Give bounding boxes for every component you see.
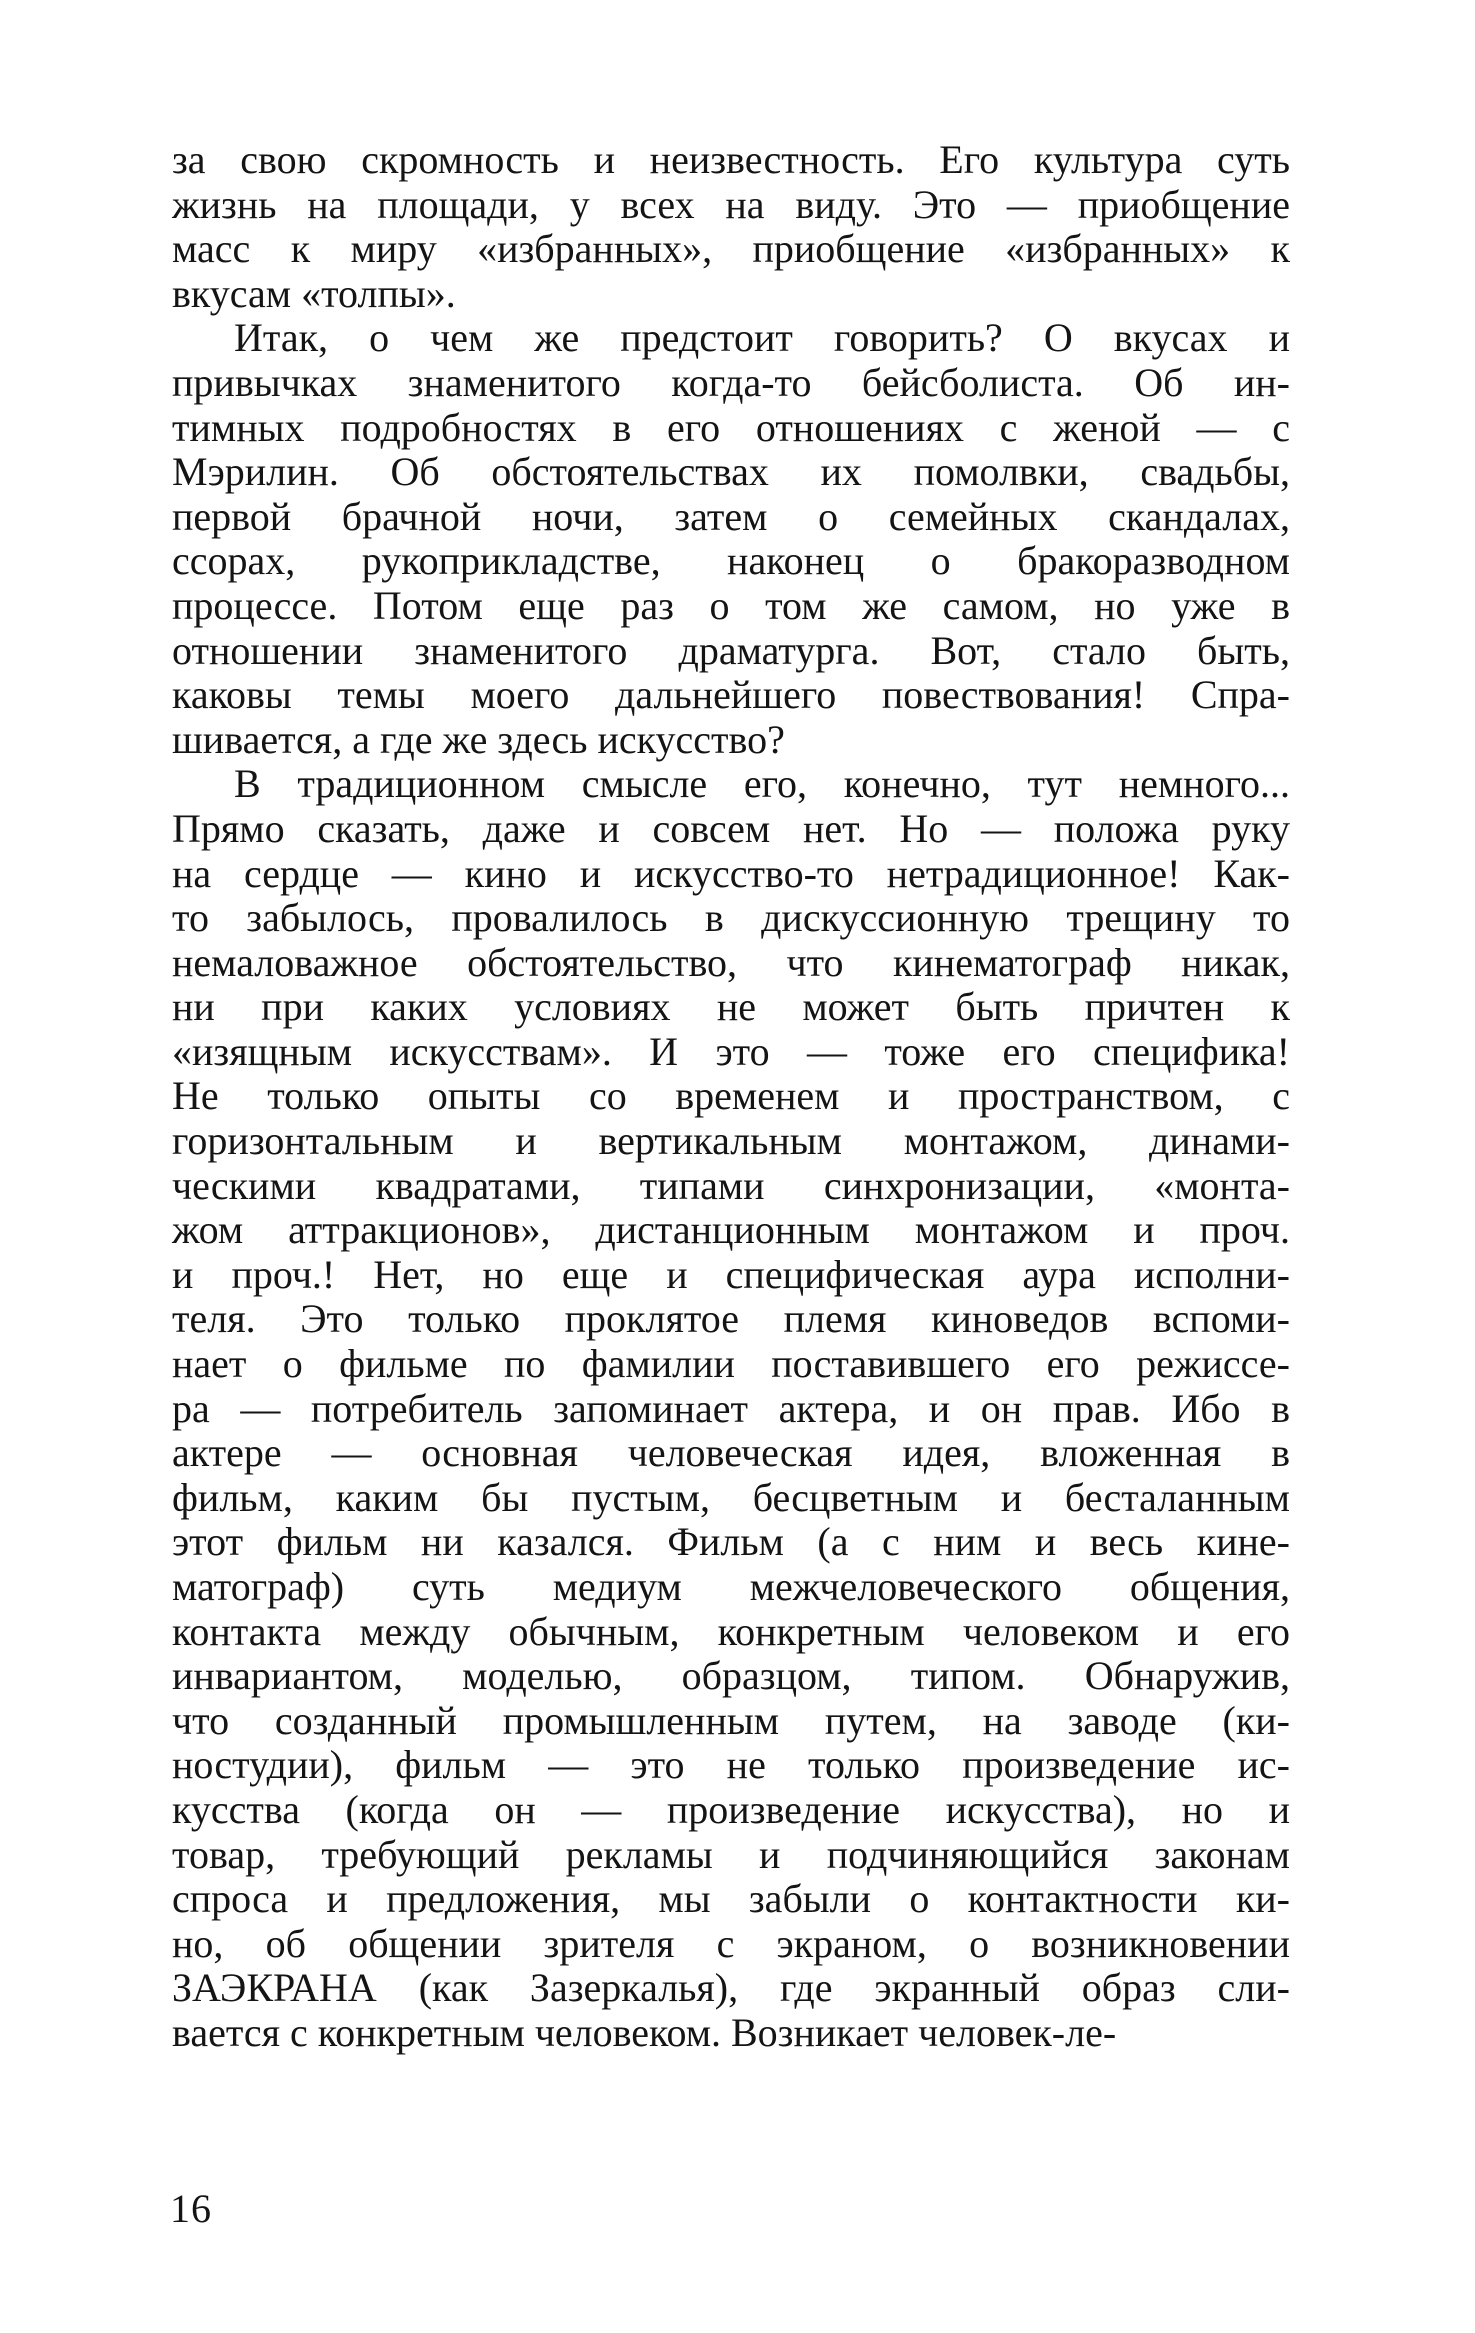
- text-line: Не только опыты со временем и пространством, с: [172, 1073, 1290, 1119]
- text-line: нает о фильме по фамилии поставившего его режиссе-: [172, 1341, 1290, 1387]
- text-line: ра — потребитель запоминает актера, и он прав. Ибо в: [172, 1385, 1290, 1431]
- text-line: и проч.! Нет, но еще и специфическая аура исполни-: [172, 1251, 1290, 1297]
- text-line: вается с конкретным человеком. Возникает человек-ле-: [172, 2009, 1117, 2055]
- text-line: «изящным искусствам». И это — тоже его специфика!: [172, 1028, 1290, 1074]
- paragraph: [172, 316, 1290, 762]
- text-line: актере — основная человеческая идея, вложенная в: [172, 1430, 1290, 1476]
- text-line: каковы темы моего дальнейшего повествования! Спра-: [172, 672, 1290, 718]
- text-line: немаловажное обстоятельство, что кинематограф никак,: [172, 939, 1290, 985]
- page-number: 16: [170, 2186, 212, 2231]
- text-line: фильм, каким бы пустым, бесцветным и бесталанным: [172, 1474, 1290, 1520]
- text-line: ностудии), фильм — это не только произведение ис-: [172, 1742, 1290, 1788]
- text-line: ЗАЭКРАНА (как Зазеркалья), где экранный образ сли-: [172, 1965, 1290, 2011]
- paragraph: [172, 762, 1290, 2055]
- text-line: за свою скромность и неизвестность. Его культура суть: [172, 137, 1290, 182]
- text-line: масс к миру «избранных», приобщение «избранных» к: [172, 226, 1290, 272]
- text-line: но, об общении зрителя с экраном, о возникновении: [172, 1920, 1290, 1966]
- text-line: контакта между обычным, конкретным человеком и его: [172, 1608, 1290, 1654]
- text-line: отношении знаменитого драматурга. Вот, стало быть,: [172, 627, 1290, 673]
- text-line: вкусам «толпы».: [172, 270, 456, 316]
- text-line: шивается, а где же здесь искусство?: [172, 716, 785, 762]
- text-line: инвариантом, моделью, образцом, типом. Обнаружив,: [172, 1653, 1290, 1699]
- body-text: [172, 138, 1290, 2056]
- text-line: тимных подробностях в его отношениях с женой — с: [172, 404, 1290, 450]
- text-line: процессе. Потом еще раз о том же самом, но уже в: [172, 582, 1290, 628]
- text-line: кусства (когда он — произведение искусства), но и: [172, 1786, 1290, 1832]
- text-line: товар, требующий рекламы и подчиняющийся законам: [172, 1831, 1290, 1877]
- text-line: на сердце — кино и искусство-то нетрадиционное! Как-: [172, 850, 1290, 896]
- text-line: Мэрилин. Об обстоятельствах их помолвки, свадьбы,: [172, 449, 1290, 495]
- text-line: ни при каких условиях не может быть причтен к: [172, 984, 1290, 1030]
- text-line: теля. Это только проклятое племя киноведов вспоми-: [172, 1296, 1290, 1342]
- text-line: В традиционном смысле его, конечно, тут немного...: [234, 761, 1290, 807]
- text-line: что созданный промышленным путем, на заводе (ки-: [172, 1697, 1290, 1743]
- text-line: то забылось, провалилось в дискуссионную трещину то: [172, 895, 1290, 941]
- text-line: Прямо сказать, даже и совсем нет. Но — положа руку: [172, 805, 1290, 851]
- text-line: ссорах, рукоприкладстве, наконец о бракоразводном: [172, 538, 1290, 584]
- paragraph: [172, 138, 1290, 316]
- text-line: жизнь на площади, у всех на виду. Это — приобщение: [172, 181, 1290, 227]
- text-line: спроса и предложения, мы забыли о контактности ки-: [172, 1876, 1290, 1922]
- text-line: этот фильм ни казался. Фильм (а с ним и весь кине-: [172, 1519, 1290, 1565]
- text-line: привычках знаменитого когда-то бейсболиста. Об ин-: [172, 359, 1290, 405]
- text-line: жом аттракционов», дистанционным монтажом и проч.: [172, 1207, 1290, 1253]
- text-line: ческими квадратами, типами синхронизации, «монта-: [172, 1162, 1290, 1208]
- text-line: горизонтальным и вертикальным монтажом, динами-: [172, 1118, 1290, 1164]
- text-line: Итак, о чем же предстоит говорить? О вкусах и: [234, 315, 1290, 361]
- text-line: матограф) суть медиум межчеловеческого общения,: [172, 1564, 1290, 1609]
- text-line: первой брачной ночи, затем о семейных скандалах,: [172, 493, 1290, 539]
